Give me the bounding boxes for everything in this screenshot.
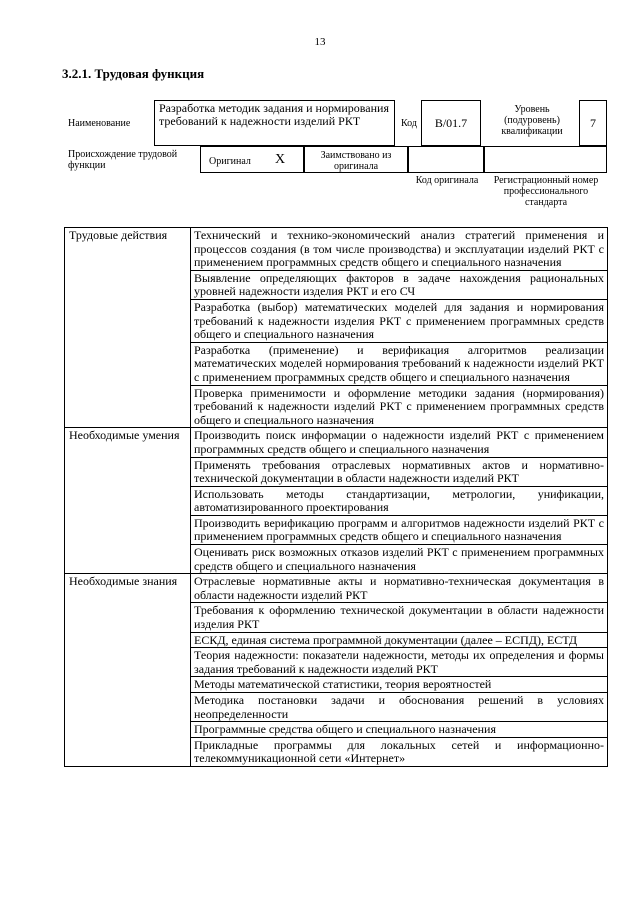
table-row xyxy=(65,574,608,603)
category-cell: Необходимые знания xyxy=(65,574,191,767)
item-cell: Производить поиск информации о надежности изделий РКТ с применением программных средств общего и специального назначения xyxy=(191,428,608,457)
item-cell: Использовать методы стандартизации, метрологии, унификации, автоматизированного проектирования xyxy=(191,486,608,515)
reg-number-caption: Регистрационный номер профессионального стандарта xyxy=(493,175,599,208)
item-cell: Прикладные программы для локальных сетей и информационно-телекоммуникационной сети «Интернет» xyxy=(191,737,608,766)
function-table-body xyxy=(65,228,608,767)
category-cell: Необходимые умения xyxy=(65,428,191,574)
level-label: Уровень (подуровень) квалификации xyxy=(501,104,563,137)
name-label: Наименование xyxy=(68,118,131,129)
item-cell: Выявление определяющих факторов в задаче нахождения рациональных уровней надежности изделия РКТ и его СЧ xyxy=(191,270,608,299)
item-cell: Отраслевые нормативные акты и нормативно-техническая документация в области надежности изделий РКТ xyxy=(191,574,608,603)
borrowed-cell xyxy=(304,146,408,173)
table-row xyxy=(65,228,608,271)
item-cell: Технический и технико-экономический анализ стратегий применения и процессов создания (в том числе производства) и эксплуатации изделий РКТ с применением программных средств общего и специального назначения xyxy=(191,228,608,271)
item-cell: Требования к оформлению технической документации в области надежности изделия РКТ xyxy=(191,603,608,632)
category-cell: Трудовые действия xyxy=(65,228,191,428)
item-cell: Разработка (применение) и верификация алгоритмов реализации математических моделей нормирования требований к надежности изделий РКТ с применением программных средств общего и специального назначения xyxy=(191,342,608,385)
page-number: 13 xyxy=(314,36,326,48)
original-mark: X xyxy=(275,152,286,167)
item-cell: Применять требования отраслевых нормативных актов и нормативно-технической документации в области надежности изделий РКТ xyxy=(191,457,608,486)
item-cell: ЕСКД, единая система программной документации (далее – ЕСПД), ЕСТД xyxy=(191,632,608,648)
item-cell: Теория надежности: показатели надежности, методы их определения и формы задания требований к надежности изделий РКТ xyxy=(191,648,608,677)
function-table xyxy=(64,227,608,767)
item-cell: Программные средства общего и специального назначения xyxy=(191,722,608,738)
original-code-caption: Код оригинала xyxy=(415,175,479,186)
section-title: 3.2.1. Трудовая функция xyxy=(62,66,205,81)
code-label: Код xyxy=(401,118,417,129)
item-cell: Методы математической статистики, теория вероятностей xyxy=(191,677,608,693)
original-code-cell xyxy=(408,146,484,173)
original-cell xyxy=(200,146,304,173)
reg-number-cell xyxy=(484,146,607,173)
item-cell: Разработка (выбор) математических моделей для задания и нормирования требований к надежности изделия РКТ с применением программных средств общего и специального назначения xyxy=(191,299,608,342)
item-cell: Оценивать риск возможных отказов изделий РКТ с применением программных средств общего и специального назначения xyxy=(191,545,608,574)
item-cell: Производить верификацию программ и алгоритмов надежности изделий РКТ с применением программных средств общего и специального назначения xyxy=(191,515,608,544)
origin-label: Происхождение трудовой функции xyxy=(68,149,178,171)
name-value: Разработка методик задания и нормирования требований к надежности изделий РКТ xyxy=(154,100,395,146)
table-row xyxy=(65,428,608,457)
code-value: B/01.7 xyxy=(421,100,481,146)
borrowed-label: Заимствовано из оригинала xyxy=(320,150,392,172)
original-label: Оригинал xyxy=(209,156,251,167)
item-cell: Проверка применимости и оформление методики задания (нормирования) требований к надежности изделий РКТ с применением программных средств общего и специального назначения xyxy=(191,385,608,428)
level-value: 7 xyxy=(579,100,607,146)
item-cell: Методика постановки задачи и обоснования решений в условиях неопределенности xyxy=(191,693,608,722)
